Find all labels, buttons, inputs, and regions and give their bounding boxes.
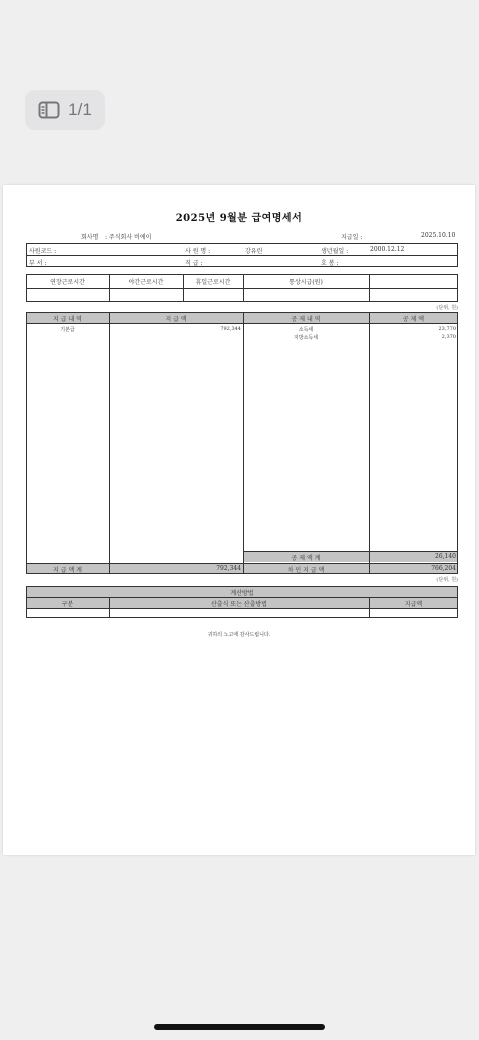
calc-category-header: 구분 bbox=[61, 601, 74, 608]
holiday-hours-header: 휴일근로시간 bbox=[195, 279, 231, 286]
pay-table bbox=[26, 312, 458, 574]
divider bbox=[26, 597, 458, 598]
divider bbox=[243, 312, 244, 574]
pay-total-value: 792,344 bbox=[216, 565, 241, 572]
document-title: 2025년 9월분 급여명세서 bbox=[175, 213, 303, 224]
company-label: 회사명 bbox=[81, 234, 99, 241]
deduction-amount: 23,770 bbox=[438, 326, 456, 332]
thanks-message: 귀하의 노고에 감사드립니다. bbox=[207, 632, 271, 638]
deduction-total-label: 공 제 액 계 bbox=[291, 555, 321, 562]
earnings-amount-header: 지 급 액 bbox=[165, 316, 187, 323]
birth-date-label: 생년월일 : bbox=[321, 248, 349, 255]
divider bbox=[26, 563, 458, 564]
calc-amount-header: 지급액 bbox=[404, 601, 423, 608]
payslip-sheet bbox=[3, 185, 475, 855]
page-indicator-text: 1/1 bbox=[68, 100, 92, 119]
divider bbox=[26, 323, 458, 324]
pay-date-value: 2025.10.10 bbox=[421, 232, 456, 239]
divider bbox=[369, 312, 370, 574]
night-hours-header: 야간근로시간 bbox=[128, 279, 164, 286]
deduction-name: 소득세 bbox=[298, 327, 314, 333]
employee-code-label: 사원코드 : bbox=[29, 248, 57, 255]
net-pay-value: 766,204 bbox=[431, 565, 456, 572]
birth-date-value: 2000.12.12 bbox=[370, 246, 405, 253]
divider bbox=[243, 551, 458, 552]
pay-total-label: 지 급 액 계 bbox=[53, 567, 82, 574]
overtime-hours-header: 연장근로시간 bbox=[50, 279, 85, 286]
deduction-total-value: 26,140 bbox=[435, 553, 456, 560]
hourly-wage-header: 통상시급(원) bbox=[289, 279, 323, 286]
home-indicator[interactable] bbox=[154, 1024, 325, 1030]
deduction-amount: 2,370 bbox=[441, 334, 456, 340]
divider bbox=[26, 608, 458, 609]
divider bbox=[26, 288, 458, 289]
page-indicator-badge[interactable] bbox=[25, 90, 105, 130]
divider bbox=[109, 312, 110, 574]
calc-title: 계산방법 bbox=[230, 590, 254, 597]
company-value: : 주식회사 비에이 bbox=[105, 234, 152, 241]
sidebar-page-icon bbox=[38, 101, 60, 119]
pay-date-label: 지급일 : bbox=[341, 234, 363, 241]
deduction-name: 지방소득세 bbox=[293, 335, 319, 341]
department-label: 부 서 : bbox=[29, 260, 47, 267]
employee-name-value: 강유린 bbox=[245, 248, 263, 255]
position-label: 직 급 : bbox=[185, 260, 203, 267]
earning-name: 기본급 bbox=[60, 327, 75, 333]
earnings-item-header: 지 급 내 역 bbox=[53, 316, 82, 323]
calc-formula-header: 산출식 또는 산출방법 bbox=[211, 601, 267, 608]
employee-name-label: 사 원 명 : bbox=[185, 248, 211, 255]
unit-label: (단위, 원) bbox=[436, 305, 458, 311]
grade-label: 호 봉 : bbox=[321, 260, 339, 267]
divider bbox=[369, 274, 370, 302]
divider bbox=[26, 255, 458, 256]
unit-label: (단위, 원) bbox=[436, 577, 458, 583]
deduction-item-header: 공 제 내 역 bbox=[291, 316, 321, 323]
deduction-amount-header: 공 제 액 bbox=[402, 316, 425, 323]
earning-amount: 792,344 bbox=[220, 326, 241, 332]
net-pay-label: 차 인 지 급 액 bbox=[287, 567, 325, 574]
